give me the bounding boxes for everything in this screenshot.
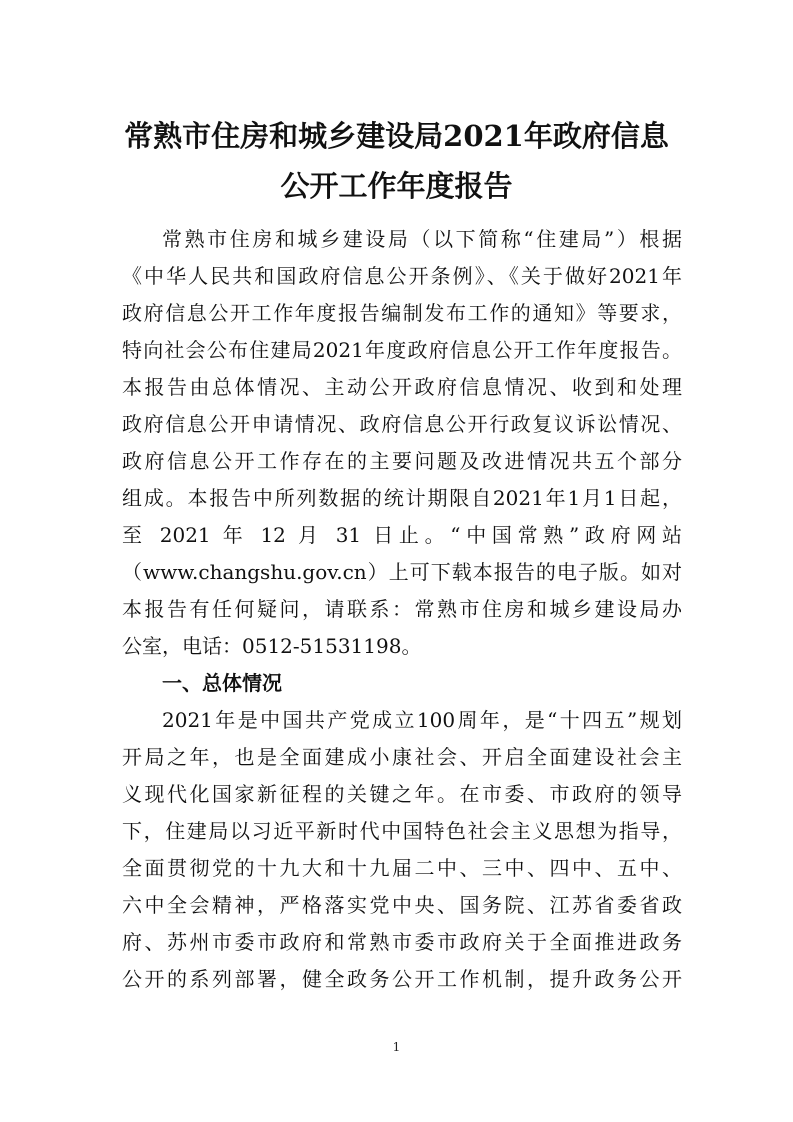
intro-line: 特向社会公布住建局2021年度政府信息公开工作年度报告。 bbox=[122, 338, 682, 362]
section1-line: 开局之年，也是全面建成小康社会、开启全面建设社会主 bbox=[122, 745, 682, 769]
intro-line: （www.changshu.gov.cn）上可下载本报告的电子版。如对 bbox=[122, 560, 682, 584]
intro-line: 至 2021 年 12 月 31 日止。“中国常熟”政府网站 bbox=[122, 523, 682, 547]
page-number: 1 bbox=[392, 1040, 401, 1054]
section-heading-overview: 一、总体情况 bbox=[162, 671, 282, 695]
intro-line: 政府信息公开工作存在的主要问题及改进情况共五个部分 bbox=[122, 449, 682, 473]
intro-line: 政府信息公开工作年度报告编制发布工作的通知》等要求， bbox=[122, 301, 682, 325]
intro-line: 组成。本报告中所列数据的统计期限自2021年1月1日起， bbox=[122, 486, 682, 510]
intro-line: 《中华人民共和国政府信息公开条例》、《关于做好2021年 bbox=[122, 264, 682, 288]
intro-line: 公室，电话：0512-51531198。 bbox=[122, 634, 422, 658]
section1-line: 下，住建局以习近平新时代中国特色社会主义思想为指导， bbox=[122, 819, 682, 843]
section1-line: 六中全会精神，严格落实党中央、国务院、江苏省委省政 bbox=[122, 893, 682, 917]
intro-line: 本报告有任何疑问，请联系：常熟市住房和城乡建设局办 bbox=[122, 597, 682, 621]
report-title-line-2: 公开工作年度报告 bbox=[280, 169, 513, 203]
section1-line: 公开的系列部署，健全政务公开工作机制，提升政务公开 bbox=[122, 967, 682, 991]
intro-line: 本报告由总体情况、主动公开政府信息情况、收到和处理 bbox=[122, 375, 682, 399]
section1-line: 2021年是中国共产党成立100周年，是“十四五”规划 bbox=[162, 708, 682, 732]
section1-line: 全面贯彻党的十九大和十九届二中、三中、四中、五中、 bbox=[122, 856, 682, 880]
intro-line: 政府信息公开申请情况、政府信息公开行政复议诉讼情况、 bbox=[122, 412, 682, 436]
intro-line: 常熟市住房和城乡建设局（以下简称“住建局”）根据 bbox=[162, 227, 682, 251]
report-title-line-1: 常熟市住房和城乡建设局2021年政府信息 bbox=[124, 119, 669, 153]
section1-line: 府、苏州市委市政府和常熟市委市政府关于全面推进政务 bbox=[122, 930, 682, 954]
section1-line: 义现代化国家新征程的关键之年。在市委、市政府的领导 bbox=[122, 782, 682, 806]
